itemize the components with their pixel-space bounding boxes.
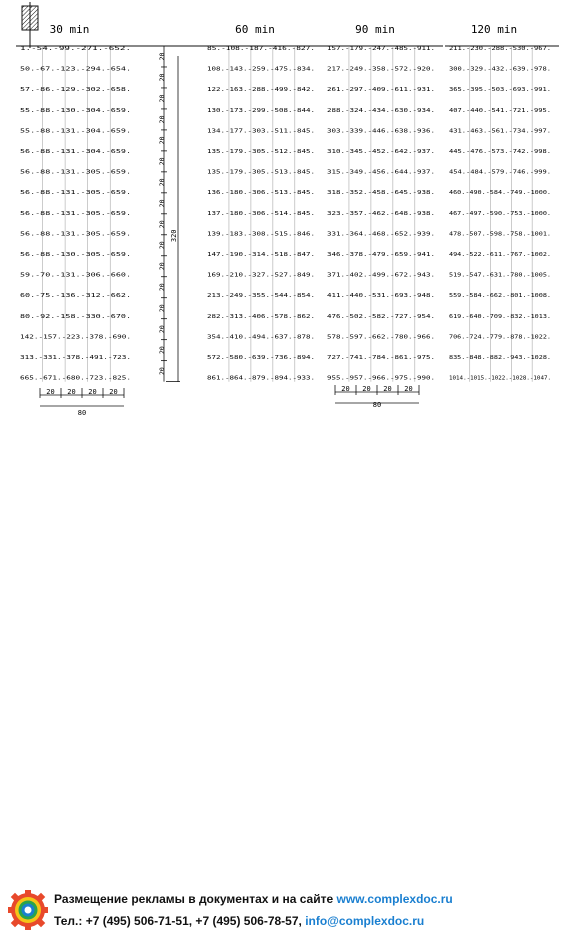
temperature-row: 861.-864.-879.-894.-933. <box>207 375 315 382</box>
column-title: 90 min <box>355 23 395 36</box>
temperature-row: 59.-70.-131.-306.-660. <box>20 272 131 279</box>
dimension-segment: 20 <box>158 178 166 187</box>
dimension-segment: 20 <box>158 262 166 271</box>
temperature-row: 55.-88.-131.-304.-659. <box>20 128 131 135</box>
temperature-row: 431.-463.-561.-734.-997. <box>449 128 551 135</box>
temperature-row: 318.-352.-458.-645.-938. <box>327 190 435 197</box>
temperature-row: 519.-547.-631.-780.-1005. <box>449 272 551 279</box>
footer-phone-text: Тел.: +7 (495) 506-71-51, +7 (495) 506-78-57, <box>54 914 306 928</box>
temperature-row: 142.-157.-223.-378.-690. <box>20 334 131 341</box>
temperature-row: 454.-484.-579.-746.-999. <box>449 169 551 176</box>
dimension-segment: 20 <box>383 385 392 393</box>
temperature-row: 706.-724.-779.-878.-1022. <box>449 334 551 341</box>
dimension-segment: 20 <box>362 385 371 393</box>
dimension-segment: 20 <box>158 199 166 208</box>
temperature-row: 467.-497.-590.-753.-1000. <box>449 210 551 217</box>
temperature-row: 411.-440.-531.-693.-948. <box>327 293 435 300</box>
dimension-segment: 20 <box>46 388 55 396</box>
temperature-row: 136.-180.-306.-513.-845. <box>207 190 315 197</box>
dimension-segment: 20 <box>158 136 166 145</box>
temperature-row: 323.-357.-462.-648.-938. <box>327 210 435 217</box>
temperature-row: 135.-179.-305.-512.-845. <box>207 149 315 155</box>
dimension-total: 80 <box>77 409 87 417</box>
temperature-row: 300.-329.-432.-639.-978. <box>449 66 551 73</box>
temperature-row: 665.-671.-680.-723.-825. <box>20 375 131 382</box>
temperature-row: 157.-179.-247.-485.-911. <box>327 46 435 52</box>
footer-ad-text: Размещение рекламы в документах и на сайте <box>54 892 337 906</box>
temperature-row: 331.-364.-468.-652.-939. <box>327 231 435 238</box>
dimension-segment: 20 <box>158 346 166 355</box>
temperature-row: 56.-88.-131.-305.-659. <box>20 169 131 176</box>
footer-contact-line <box>54 914 424 928</box>
dimension-total: 320 <box>170 229 178 243</box>
temperature-row: 56.-88.-131.-305.-659. <box>20 210 131 217</box>
temperature-row: 354.-410.-494.-637.-878. <box>207 334 315 341</box>
temperature-row: 85.-108.-187.-416.-827. <box>207 46 315 52</box>
temperature-row: 445.-476.-573.-742.-998. <box>449 149 551 155</box>
temperature-row: 288.-324.-434.-630.-934. <box>327 107 435 114</box>
dimension-segment: 20 <box>341 385 350 393</box>
temperature-row: 727.-741.-784.-861.-975. <box>327 355 435 361</box>
temperature-row: 56.-88.-130.-305.-659. <box>20 252 131 258</box>
dimension-segment: 20 <box>158 283 166 292</box>
temperature-row: 80.-92.-158.-330.-670. <box>20 313 131 320</box>
temperature-row: 835.-848.-882.-943.-1028. <box>449 355 551 361</box>
dimension-segment: 20 <box>109 388 118 396</box>
dimension-segment: 20 <box>158 325 166 334</box>
temperature-row: 147.-190.-314.-518.-847. <box>207 252 315 258</box>
temperature-row: 217.-249.-358.-572.-920. <box>327 66 435 73</box>
dimension-segment: 20 <box>158 157 166 166</box>
temperature-row: 955.-957.-966.-975.-990. <box>327 375 435 382</box>
column-title: 60 min <box>235 23 275 36</box>
dimension-segment: 20 <box>158 94 166 103</box>
temperature-row: 371.-402.-499.-672.-943. <box>327 272 435 279</box>
column-title: 30 min <box>49 23 90 36</box>
footer-ad-line <box>54 892 453 906</box>
dimension-segment: 20 <box>67 388 76 396</box>
complexdoc-logo-icon <box>8 890 48 930</box>
temperature-row: 619.-640.-709.-832.-1013. <box>449 313 551 320</box>
dimension-total: 80 <box>372 401 382 409</box>
temperature-row: 478.-507.-598.-758.-1001. <box>449 231 551 238</box>
temperature-row: 211.-230.-288.-530.-967. <box>449 46 551 52</box>
temperature-row: 122.-163.-288.-499.-842. <box>207 87 315 94</box>
temperature-row: 282.-313.-406.-578.-862. <box>207 313 315 320</box>
footer <box>0 886 576 932</box>
temperature-row: 346.-378.-479.-659.-941. <box>327 252 435 258</box>
dimension-segment: 20 <box>158 52 166 61</box>
temperature-row: 57.-86.-129.-302.-658. <box>20 87 131 94</box>
column-title: 120 min <box>470 23 518 36</box>
temperature-row: 1.-54.-99.-271.-652. <box>20 46 131 52</box>
temperature-row: 572.-580.-639.-736.-894. <box>207 355 315 361</box>
dimension-segment: 20 <box>158 220 166 229</box>
temperature-distribution-figure <box>0 0 576 420</box>
temperature-row: 1014.-1015.-1022.-1028.-1047. <box>449 375 551 382</box>
temperature-row: 169.-210.-327.-527.-849. <box>207 272 315 279</box>
dimension-segment: 20 <box>158 367 166 376</box>
temperature-row: 578.-597.-662.-780.-966. <box>327 334 435 341</box>
dimension-segment: 20 <box>88 388 97 396</box>
temperature-row: 108.-143.-259.-475.-834. <box>207 66 315 73</box>
temperature-row: 559.-584.-662.-801.-1008. <box>449 293 551 300</box>
temperature-row: 135.-179.-305.-513.-845. <box>207 169 315 176</box>
temperature-row: 303.-339.-446.-638.-936. <box>327 128 435 135</box>
temperature-row: 261.-297.-409.-611.-931. <box>327 87 435 94</box>
temperature-row: 476.-502.-582.-727.-954. <box>327 313 435 320</box>
temperature-row: 56.-88.-131.-304.-659. <box>20 149 131 155</box>
temperature-row: 310.-345.-452.-642.-937. <box>327 149 435 155</box>
site-link[interactable]: www.complexdoc.ru <box>336 892 453 906</box>
temperature-row: 365.-395.-503.-693.-991. <box>449 87 551 94</box>
email-link[interactable]: info@complexdoc.ru <box>305 914 425 928</box>
dimension-segment: 20 <box>158 241 166 250</box>
dimension-segment: 20 <box>158 115 166 124</box>
temperature-row: 130.-173.-299.-508.-844. <box>207 107 315 114</box>
temperature-row: 134.-177.-303.-511.-845. <box>207 128 315 135</box>
temperature-row: 407.-440.-541.-721.-995. <box>449 107 551 114</box>
dimension-segment: 20 <box>404 385 413 393</box>
dimension-segment: 20 <box>158 73 166 82</box>
temperature-row: 213.-249.-355.-544.-854. <box>207 293 315 300</box>
temperature-row: 60.-75.-136.-312.-662. <box>20 293 131 300</box>
temperature-row: 313.-331.-378.-491.-723. <box>20 355 131 361</box>
dimension-segment: 20 <box>158 304 166 313</box>
temperature-row: 460.-490.-584.-749.-1000. <box>449 190 551 197</box>
temperature-row: 139.-183.-308.-515.-846. <box>207 231 315 238</box>
temperature-row: 137.-180.-306.-514.-845. <box>207 210 315 217</box>
temperature-row: 56.-88.-131.-305.-659. <box>20 231 131 238</box>
temperature-row: 50.-67.-123.-294.-654. <box>20 66 131 73</box>
temperature-row: 55.-88.-130.-304.-659. <box>20 107 131 114</box>
temperature-row: 56.-88.-131.-305.-659. <box>20 190 131 197</box>
temperature-row: 494.-522.-611.-767.-1002. <box>449 252 551 258</box>
temperature-row: 315.-349.-456.-644.-937. <box>327 169 435 176</box>
